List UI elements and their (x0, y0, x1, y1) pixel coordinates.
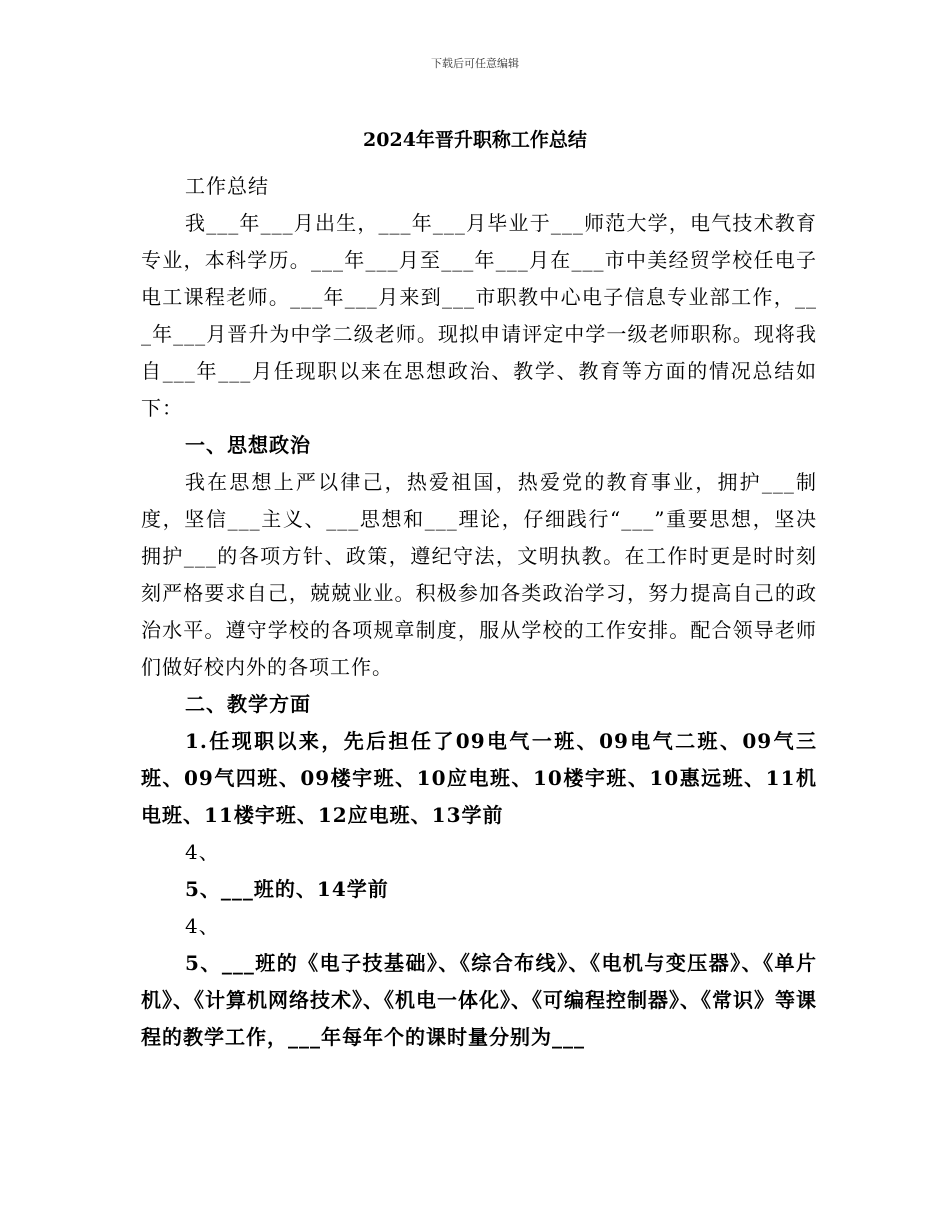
list-marker-4b: 4、 (185, 914, 220, 938)
heading-politics: 一、思想政治 (185, 433, 311, 457)
list-marker-4a: 4、 (185, 840, 220, 864)
teaching-paragraph-1: 1.任现职以来，先后担任了09电气一班、09电气二班、09气三班、09气四班、09楼宇班、10应电班、10楼宇班、10惠远班、11机电班、11楼宇班、12应电班、13学前 (141, 729, 817, 827)
document-title: 2024年晋升职称工作总结 (363, 129, 587, 151)
teaching-paragraph-5a: 5、___班的、14学前 (185, 877, 389, 901)
heading-teaching: 二、教学方面 (185, 692, 311, 716)
teaching-paragraph-5b: 5、___班的《电子技基础》、《综合布线》、《电机与变压器》、《单片机》、《计算机网络技术》、《机电一体化》、《可编程控制器》、《常识》等课程的教学工作，___年每年个的课时量分别为___ (141, 951, 817, 1049)
header-note: 下载后可任意编辑 (431, 57, 519, 70)
document-body (141, 168, 817, 1056)
politics-paragraph: 我在思想上严以律己，热爱祖国，热爱党的教育事业，拥护___制度，坚信___主义、___思想和___理论，仔细践行“___”重要思想，坚决拥护___的各项方针、政策，遵纪守法，文明执教。在工作时更是时时刻刻严格要求自己，兢兢业业。积极参加各类政治学习，努力提高自己的政治水平。遵守学校的各项规章制度，服从学校的工作安排。配合领导老师们做好校内外的各项工作。 (141, 470, 817, 679)
intro-paragraph: 我___年___月出生，___年___月毕业于___师范大学，电气技术教育专业，本科学历。___年___月至___年___月在___市中美经贸学校任电子电工课程老师。___年___月来到___市职教中心电子信息专业部工作，___年___月晋升为中学二级老师。现拟申请评定中学一级老师职称。现将我自___年___月任现职以来在思想政治、教学、教育等方面的情况总结如下： (141, 211, 817, 420)
section-label-summary: 工作总结 (185, 174, 269, 198)
